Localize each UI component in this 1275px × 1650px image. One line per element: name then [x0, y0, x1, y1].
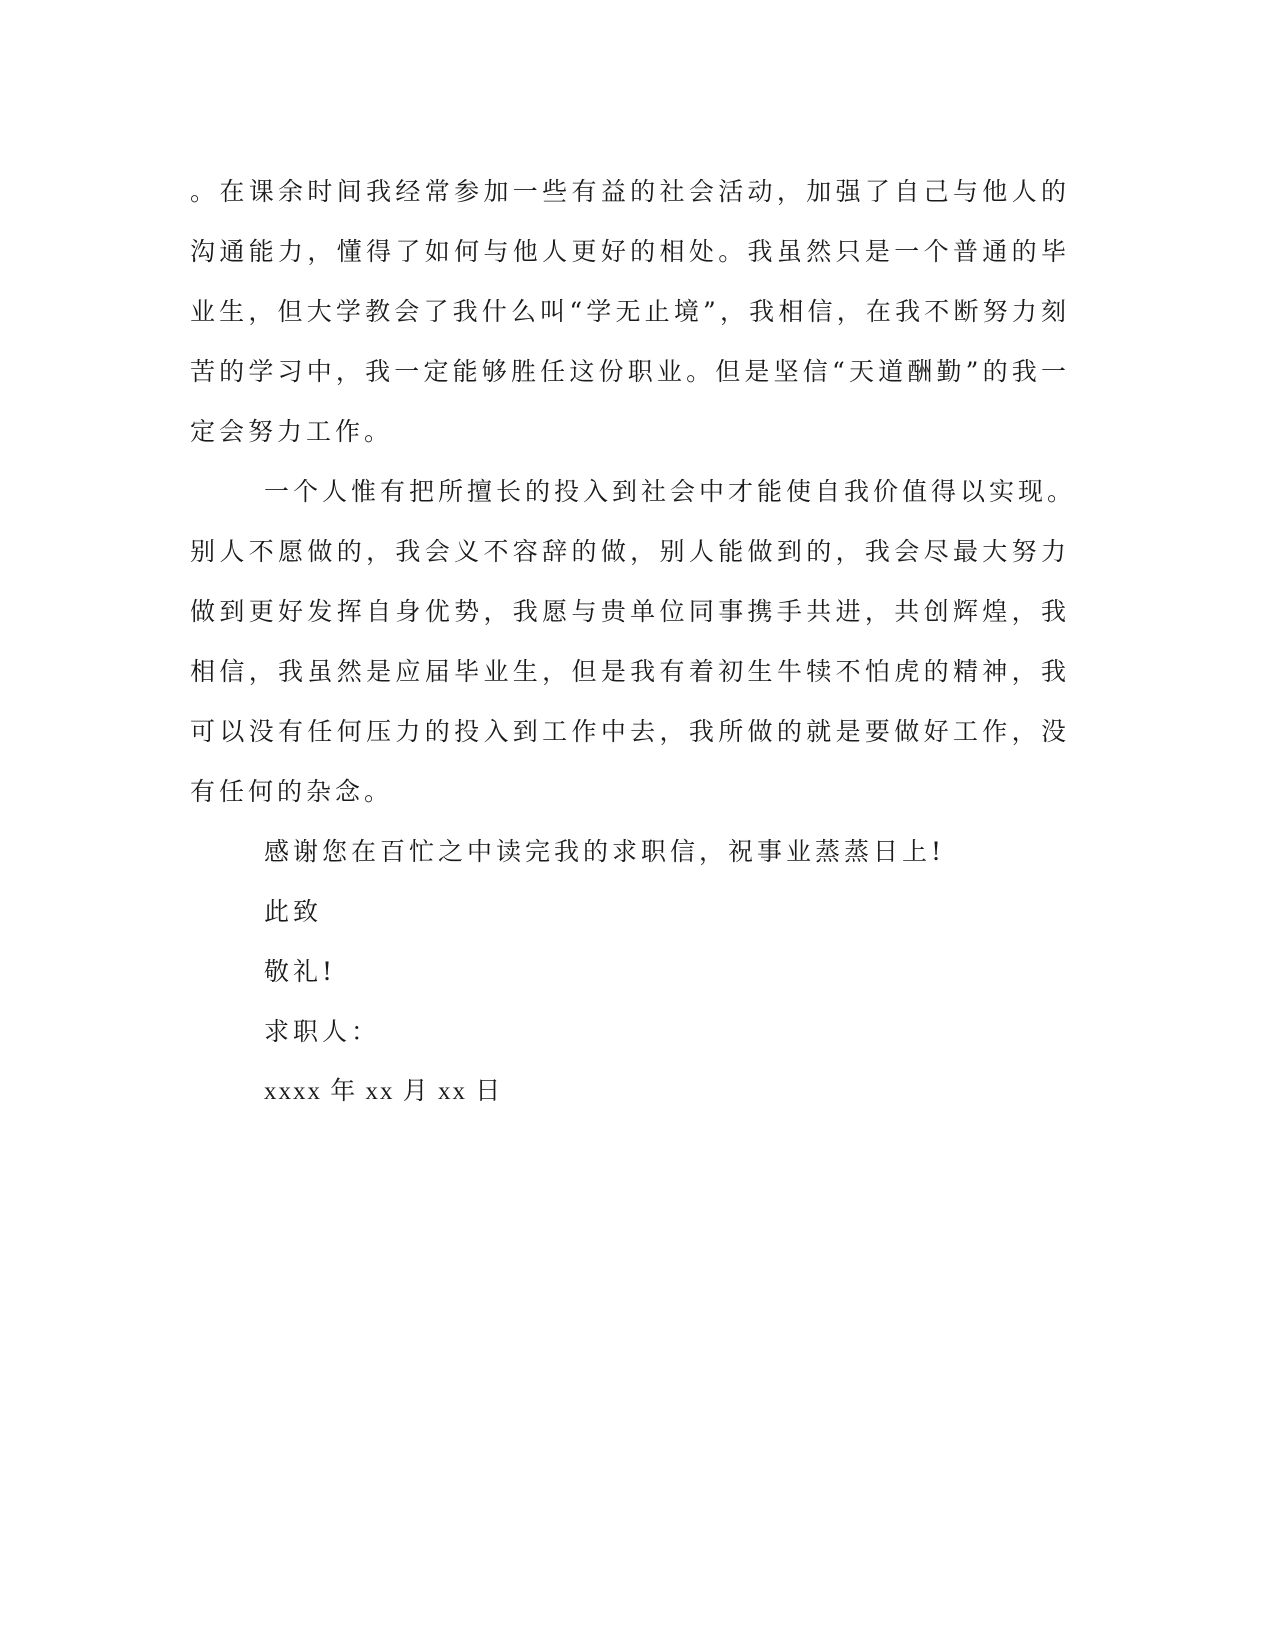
- letter-date: xxxx 年 xx 月 xx 日: [264, 1078, 503, 1105]
- applicant-signature: 求职人：: [264, 1017, 381, 1046]
- paragraph-self-value: [190, 462, 1077, 822]
- text-line: 业生，但大学教会了我什么叫“学无止境”，我相信，在我不断努力刻: [190, 297, 1070, 326]
- closing-regards: 敬礼!: [264, 957, 337, 986]
- text-line: 做到更好发挥自身优势，我愿与贵单位同事携手共进，共创辉煌，我: [190, 597, 1070, 626]
- paragraph-activities: [190, 162, 1070, 462]
- text-line: 一个人惟有把所擅长的投入到社会中才能使自我价值得以实现。: [264, 477, 1077, 506]
- letter-body: [190, 162, 1077, 1122]
- thanks-line: 感谢您在百忙之中读完我的求职信，祝事业蒸蒸日上!: [264, 837, 946, 866]
- text-line: 可以没有任何压力的投入到工作中去，我所做的就是要做好工作，没: [190, 717, 1070, 746]
- text-line: 有任何的杂念。: [190, 777, 394, 806]
- text-line: 苦的学习中，我一定能够胜任这份职业。但是坚信“天道酬勤”的我一: [190, 357, 1070, 386]
- text-line: 定会努力工作。: [190, 417, 394, 446]
- text-line: 别人不愿做的，我会义不容辞的做，别人能做到的，我会尽最大努力: [190, 537, 1070, 566]
- closing-salutation: 此致: [264, 897, 323, 926]
- text-line: 相信，我虽然是应届毕业生，但是我有着初生牛犊不怕虎的精神，我: [190, 657, 1070, 686]
- text-line: 。在课余时间我经常参加一些有益的社会活动，加强了自己与他人的: [190, 177, 1070, 206]
- text-line: 沟通能力，懂得了如何与他人更好的相处。我虽然只是一个普通的毕: [190, 237, 1070, 266]
